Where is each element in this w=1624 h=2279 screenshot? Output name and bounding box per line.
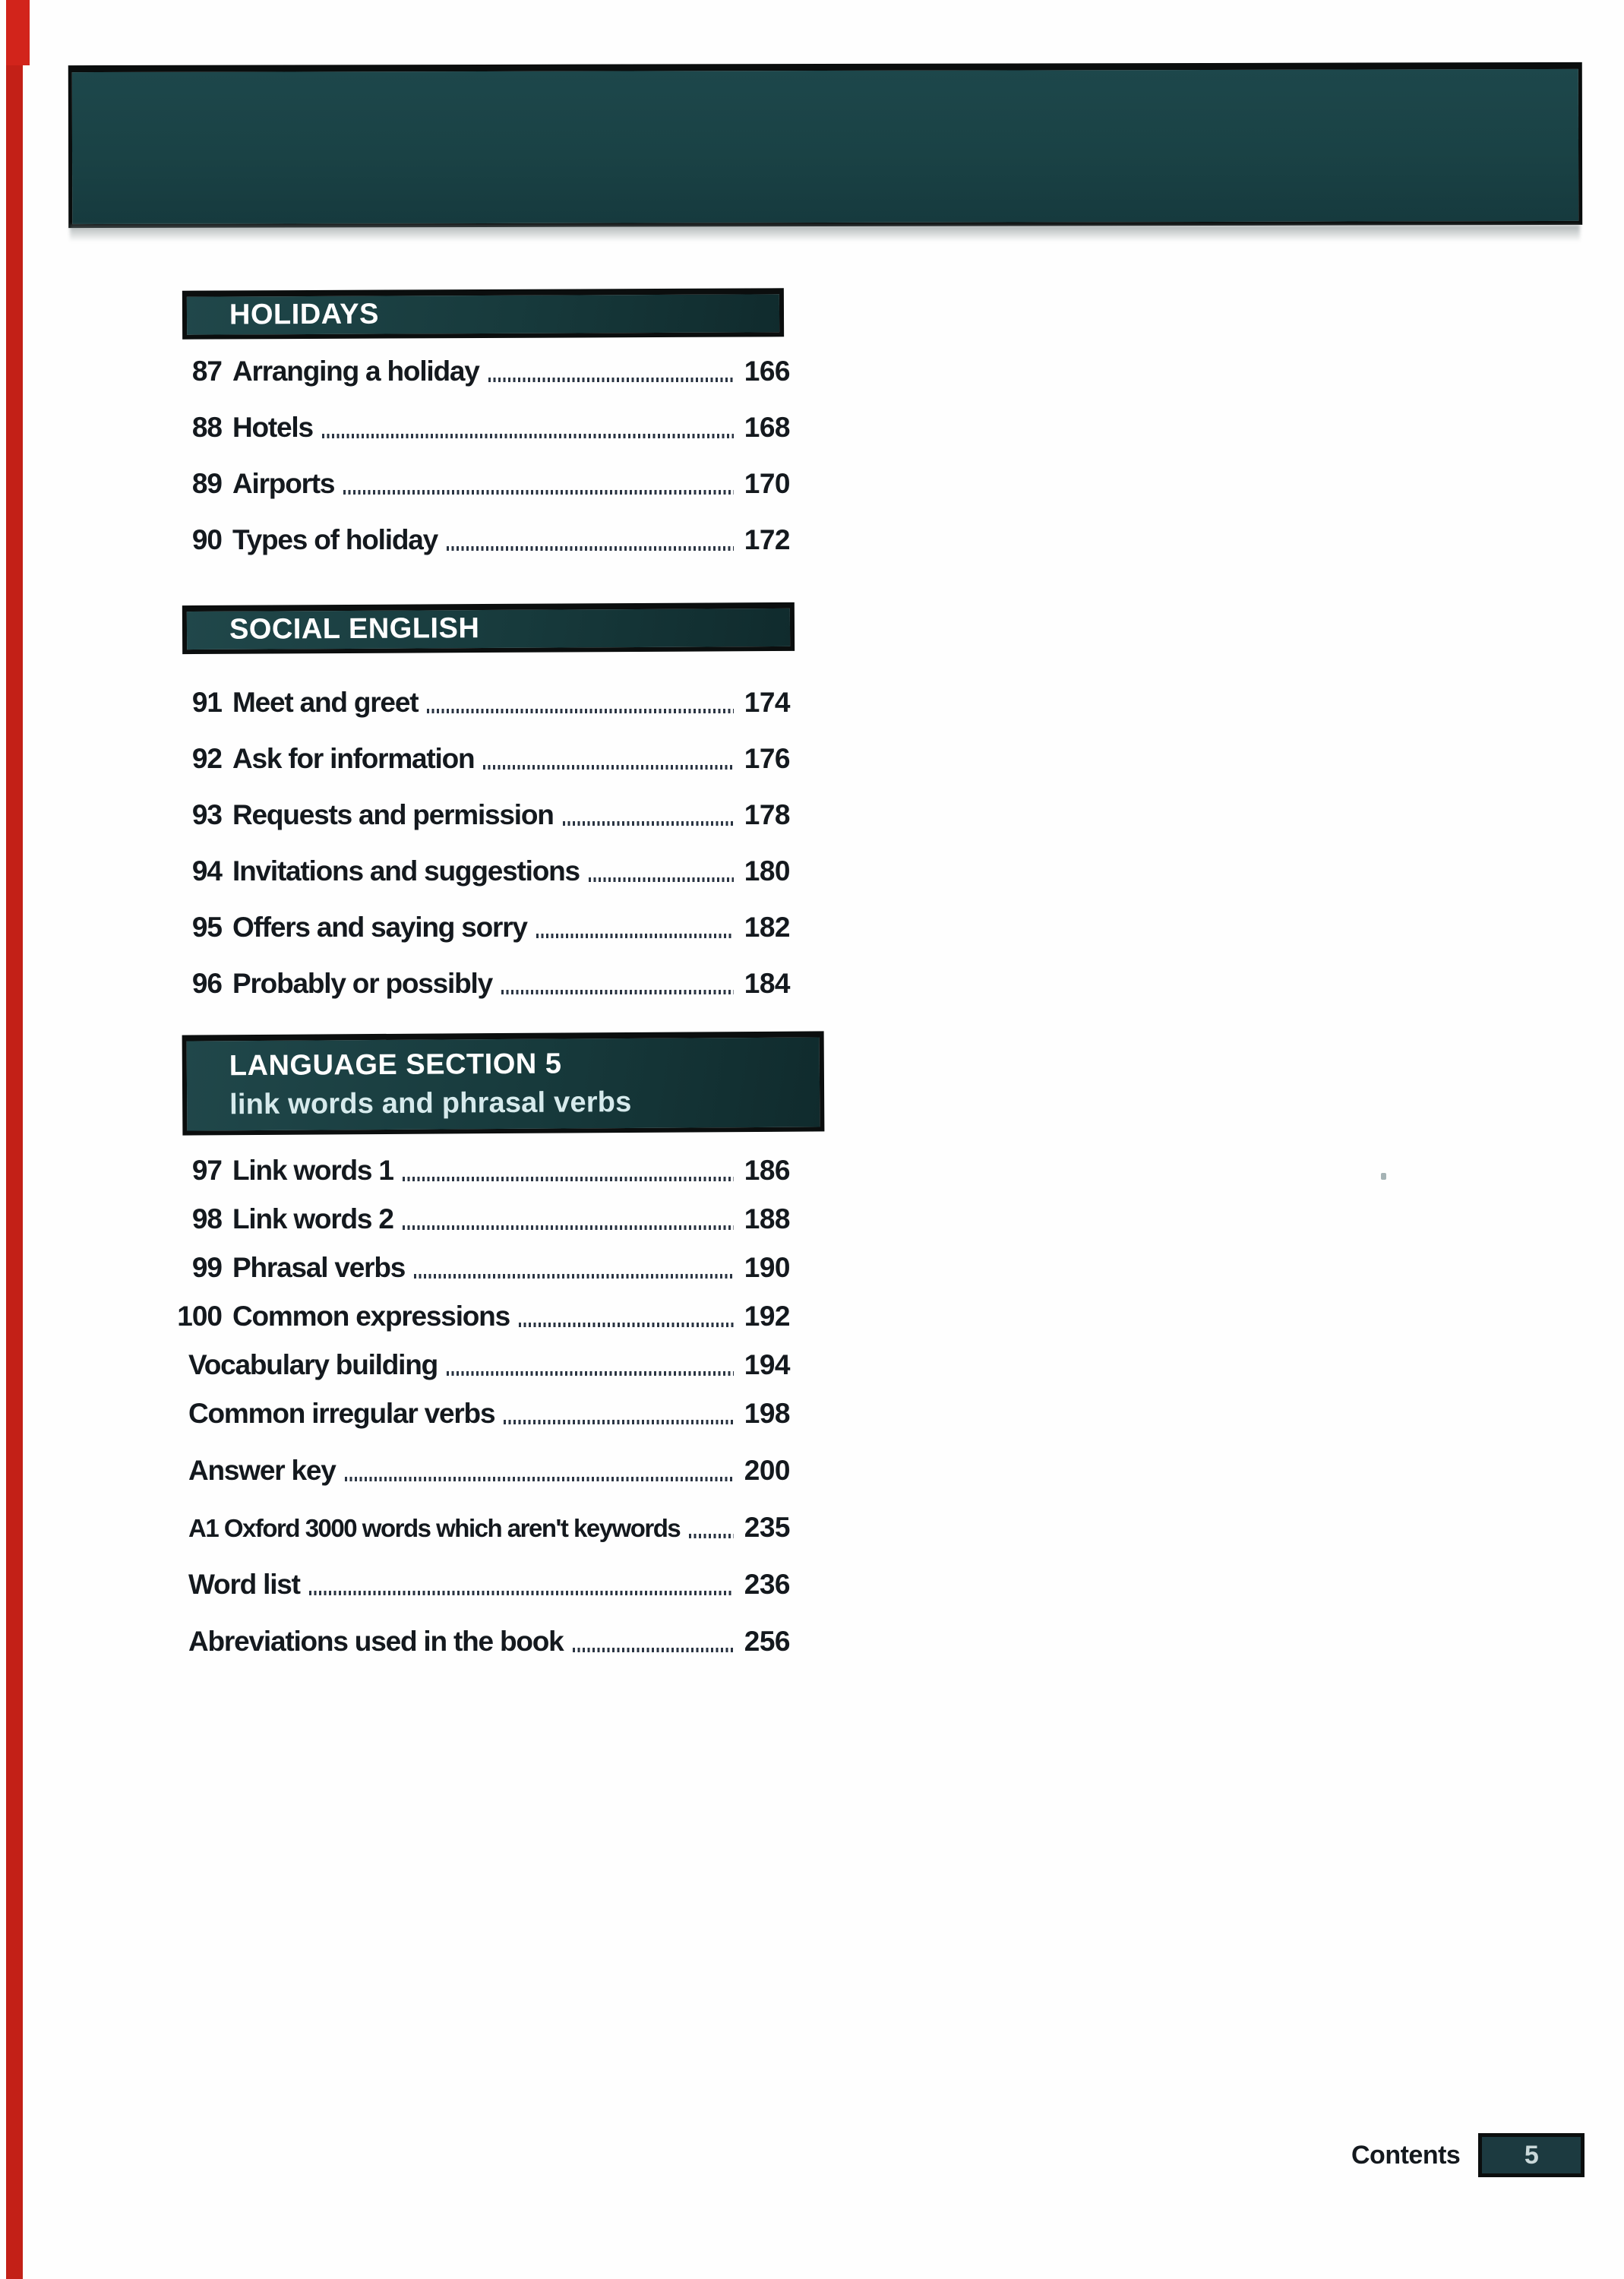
toc-entry [166, 356, 790, 387]
entry-page: 235 [744, 1512, 790, 1543]
dot-leader [403, 1225, 734, 1230]
toc-entry [166, 1252, 790, 1284]
entry-number: 100 [177, 1301, 222, 1332]
entry-page: 194 [744, 1349, 790, 1380]
entry-page: 186 [744, 1155, 790, 1186]
dot-leader [519, 1323, 734, 1327]
entry-title: Arranging a holiday [232, 356, 479, 387]
dot-leader [414, 1274, 734, 1279]
dot-leader [573, 1648, 734, 1652]
entry-title: Answer key [188, 1455, 336, 1486]
dot-leader [536, 934, 734, 938]
entry-page: 170 [744, 468, 790, 499]
entry-page: 174 [744, 687, 790, 718]
entry-title: Meet and greet [232, 687, 419, 718]
entry-title: Link words 2 [232, 1203, 393, 1234]
toc-entry [166, 855, 790, 887]
section-subtitle: link words and phrasal verbs [229, 1086, 632, 1121]
entry-number: 91 [191, 687, 222, 718]
entry-page: 192 [744, 1301, 790, 1332]
dot-leader [483, 765, 734, 770]
dot-leader [689, 1534, 734, 1538]
toc-entry [166, 1203, 790, 1235]
toc-entry [166, 743, 790, 775]
entry-page: 198 [744, 1398, 790, 1429]
entry-page: 178 [744, 799, 790, 830]
entry-number: 88 [191, 412, 222, 443]
entry-page: 190 [744, 1252, 790, 1283]
dot-leader [343, 490, 734, 495]
toc-entry [166, 1626, 790, 1658]
entry-number: 89 [191, 468, 222, 499]
dot-leader [504, 1420, 734, 1424]
entry-title: Requests and permission [232, 799, 554, 830]
entry-page: 180 [744, 855, 790, 887]
entry-number: 97 [191, 1155, 222, 1186]
toc-entry [166, 412, 790, 444]
toc-entry [166, 524, 790, 556]
page-footer [1351, 2132, 1585, 2179]
toc-entry [166, 1398, 790, 1430]
entry-title: Airports [232, 468, 335, 499]
entry-title: Word list [188, 1569, 300, 1600]
dot-leader [309, 1591, 734, 1595]
dot-leader [589, 877, 734, 882]
entry-page: 172 [744, 524, 790, 555]
toc-entry [166, 1455, 790, 1487]
entry-number: 99 [191, 1252, 222, 1283]
entry-title: Hotels [232, 412, 313, 443]
entry-number: 96 [191, 968, 222, 999]
entry-number: 95 [191, 912, 222, 943]
toc-entry [166, 1512, 790, 1544]
scan-edge-stripe [6, 0, 23, 2279]
entry-title: Vocabulary building [188, 1349, 438, 1380]
scan-speck [1381, 1173, 1386, 1180]
entry-number: 92 [191, 743, 222, 774]
section-title: LANGUAGE SECTION 5 [229, 1048, 562, 1082]
section-header-language-section-5 [182, 1031, 825, 1135]
entry-title: Link words 1 [232, 1155, 393, 1186]
entry-title: A1 Oxford 3000 words which aren't keywords [188, 1514, 681, 1542]
entry-page: 176 [744, 743, 790, 774]
scan-edge-stripe-top [6, 0, 30, 65]
toc-entry [166, 687, 790, 719]
toc-entry [166, 799, 790, 831]
entry-page: 236 [744, 1569, 790, 1600]
entry-title: Common irregular verbs [188, 1398, 495, 1429]
top-banner-shadow [70, 225, 1580, 242]
entry-page: 166 [744, 356, 790, 387]
entry-page: 182 [744, 912, 790, 943]
dot-leader [403, 1177, 734, 1181]
dot-leader [447, 1371, 734, 1376]
entry-number: 90 [191, 524, 222, 555]
section-header-holidays [182, 288, 784, 339]
dot-leader [501, 990, 734, 994]
section-title: SOCIAL ENGLISH [229, 612, 480, 646]
dot-leader [427, 709, 734, 713]
page-number-badge: 5 [1478, 2133, 1585, 2177]
entry-page: 256 [744, 1626, 790, 1657]
toc-entry [166, 1155, 790, 1187]
entry-title: Invitations and suggestions [232, 855, 580, 887]
toc-entry [166, 912, 790, 944]
dot-leader [447, 546, 734, 551]
toc-entry [166, 468, 790, 500]
dot-leader [563, 821, 734, 826]
toc-entry [166, 1301, 790, 1332]
entry-title: Ask for information [232, 743, 475, 774]
entry-title: Common expressions [232, 1301, 510, 1332]
entry-number: 94 [191, 855, 222, 887]
entry-page: 188 [744, 1203, 790, 1234]
entry-title: Offers and saying sorry [232, 912, 527, 943]
dot-leader [488, 378, 734, 382]
entry-page: 184 [744, 968, 790, 999]
toc-entry [166, 1349, 790, 1381]
toc-entry [166, 1569, 790, 1601]
entry-number: 87 [191, 356, 222, 387]
footer-label: Contents [1351, 2140, 1461, 2170]
entry-number: 93 [191, 799, 222, 830]
toc-entry [166, 968, 790, 1000]
entry-title: Probably or possibly [232, 968, 492, 999]
entry-number: 98 [191, 1203, 222, 1234]
dot-leader [322, 434, 734, 438]
top-banner [68, 62, 1582, 228]
entry-page: 200 [744, 1455, 790, 1486]
entry-page: 168 [744, 412, 790, 443]
entry-title: Phrasal verbs [232, 1252, 406, 1283]
section-header-social-english [182, 602, 795, 654]
section-title: HOLIDAYS [229, 298, 379, 331]
dot-leader [345, 1477, 734, 1481]
entry-title: Abreviations used in the book [188, 1626, 564, 1657]
entry-title: Types of holiday [232, 524, 438, 555]
